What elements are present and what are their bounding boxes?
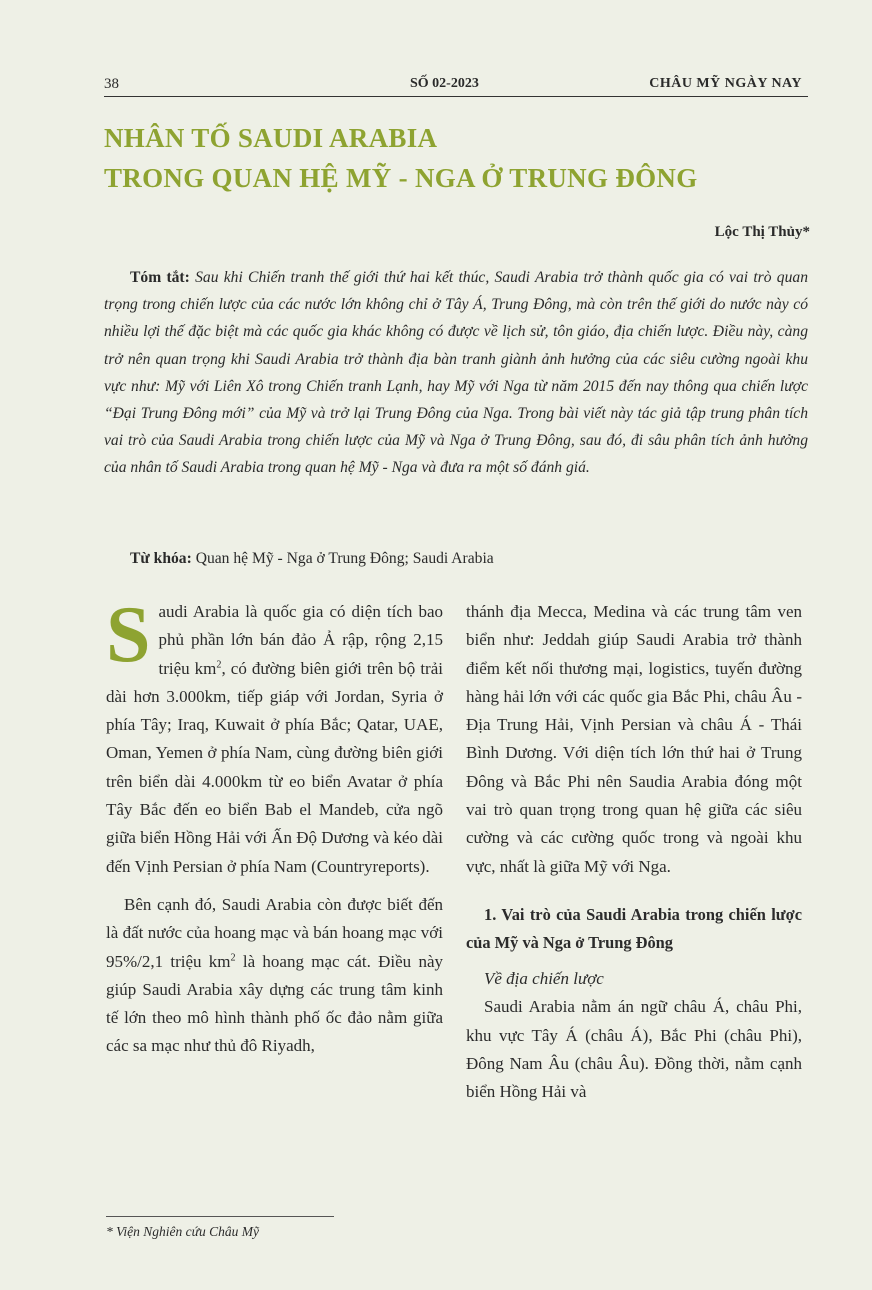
title-line-2: TRONG QUAN HỆ MỸ - NGA Ở TRUNG ĐÔNG <box>104 163 698 193</box>
abstract-text: Sau khi Chiến tranh thế giới thứ hai kết thúc, Saudi Arabia trở thành quốc gia có vai trò quan trọng trong chiến lược của các nước lớn không chỉ ở Tây Á, Trung Đông, mà còn trên thế giới do nước này có nhiều lợi thế đặc biệt mà các quốc gia khác không có được về lịch sử, tôn giáo, địa chiến lược. Điều này, càng trở nên quan trọng khi Saudi Arabia trở thành địa bàn tranh giành ảnh hưởng của các siêu cường ngoài khu vực như: Mỹ với Liên Xô trong Chiến tranh Lạnh, hay Mỹ với Nga từ năm 2015 đến nay thông qua chiến lược “Đại Trung Đông mới” của Mỹ và trở lại Trung Đông của Nga. Trong bài viết này tác giả tập trung phân tích vai trò của Saudi Arabia trong chiến lược của Mỹ và Nga ở Trung Đông, sau đó, đi sâu phân tích ảnh hưởng của nhân tố Saudi Arabia trong quan hệ Mỹ - Nga và đưa ra một số đánh giá. <box>104 269 808 477</box>
body-paragraph: thánh địa Mecca, Medina và các trung tâm ven biển như: Jeddah giúp Saudi Arabia trở thành điểm kết nối thương mại, logistics, tuyến đường hàng hải lớn với các quốc gia Bắc Phi, châu Âu - Địa Trung Hải, Vịnh Persian và châu Á - Thái Bình Dương. Với diện tích lớn thứ hai ở Trung Đông và Bắc Phi nên Saudia Arabia đóng một vai trò quan trọng trong quan hệ giữa các siêu cường và các cường quốc trong và ngoài khu vực, nhất là giữa Mỹ với Nga. <box>466 602 802 876</box>
abstract-label: Tóm tắt: <box>130 269 190 286</box>
article-title <box>104 118 824 198</box>
title-line-1: NHÂN TỐ SAUDI ARABIA <box>104 123 438 153</box>
keywords <box>130 546 810 572</box>
keywords-label: Từ khóa: <box>130 550 192 567</box>
subsection-heading: Về địa chiến lược <box>484 968 604 988</box>
keywords-text: Quan hệ Mỹ - Nga ở Trung Đông; Saudi Arabia <box>195 550 494 567</box>
body-paragraph: Bên cạnh đó, Saudi Arabia còn được biết đến là đất nước của hoang mạc và bán hoang mạc với 95%/2,1 triệu $km^2$ là hoang mạc cát. Điều này giúp Saudi Arabia xây dựng các trung tâm kinh tế lớn theo mô hình thành phố ốc đảo nằm giữa các sa mạc như thủ đô Riyadh, <box>106 894 443 1056</box>
footnote: * Viện Nghiên cứu Châu Mỹ <box>106 1224 259 1239</box>
page-number: 38 <box>104 76 119 92</box>
drop-cap: S <box>106 591 151 679</box>
body-column-left <box>106 591 443 1061</box>
abstract <box>104 264 808 482</box>
journal-name: CHÂU MỸ NGÀY NAY <box>649 76 802 91</box>
body-paragraph: Saudi Arabia nằm án ngữ châu Á, châu Phi, khu vực Tây Á (châu Á), Bắc Phi (châu Phi), Đông Nam Âu (châu Âu). Đồng thời, nằm cạnh biển Hồng Hải và <box>466 997 802 1102</box>
body-column-right <box>466 598 802 1106</box>
running-header <box>104 74 808 97</box>
issue-number: SỐ 02-2023 <box>410 76 479 91</box>
section-heading: 1. Vai trò của Saudi Arabia trong chiến lược của Mỹ và Nga ở Trung Đông <box>466 904 802 952</box>
body-paragraph: Saudi Arabia là quốc gia có diện tích bao phủ phần lớn bán đảo Ả rập, rộng 2,15 triệu $km^2$, có đường biên giới trên bộ trải dài hơn 3.000km, tiếp giáp với Jordan, Syria ở phía Tây; Iraq, Kuwait ở phía Bắc; Qatar, UAE, Oman, Yemen ở phía Nam, cùng đường biên giới trên biển dài 4.000km từ eo biển Avatar ở phía Tây Bắc đến eo biển Bab el Mandeb, cửa ngõ giữa biển Hồng Hải với Ấn Độ Dương và kéo dài đến Vịnh Persian ở phía Nam (Countryreports). <box>106 591 443 876</box>
author-name: Lộc Thị Thủy* <box>714 224 810 240</box>
footnote-rule <box>106 1216 334 1217</box>
